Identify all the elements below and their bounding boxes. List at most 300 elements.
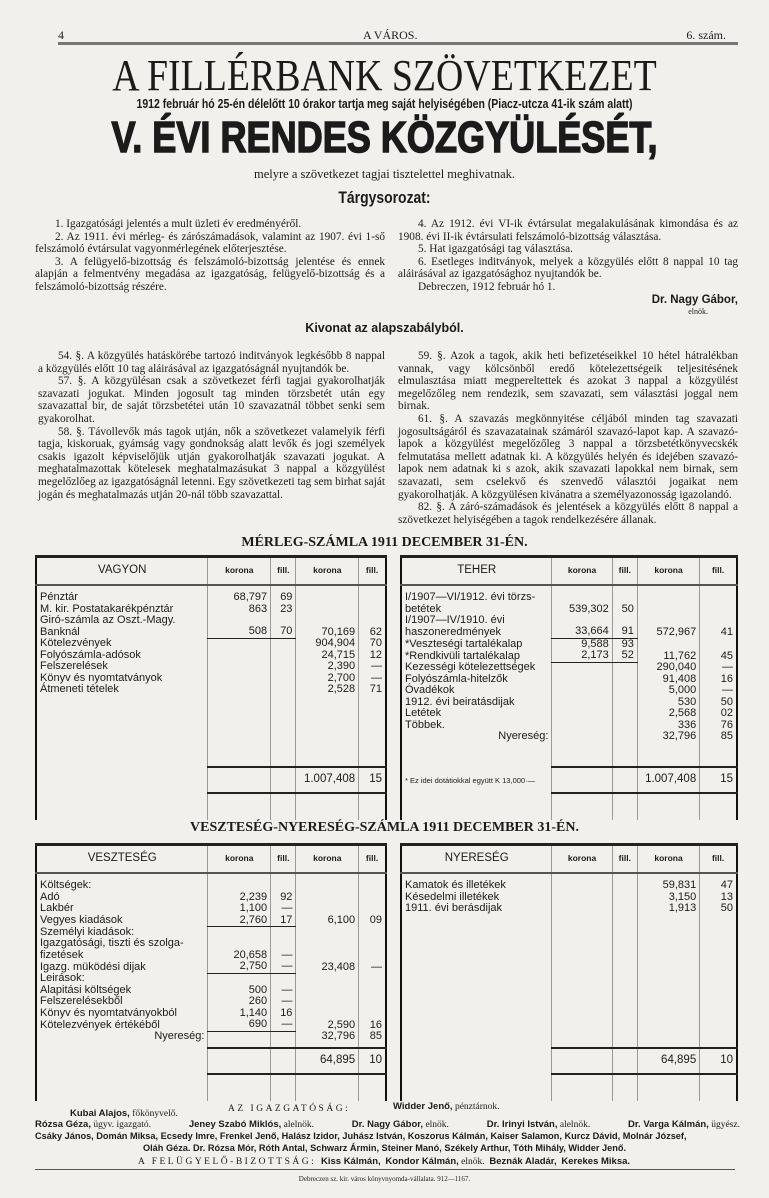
empty-cell — [552, 1048, 612, 1074]
korona-value — [552, 731, 612, 743]
row-label: I/1907—IV/1910. évi haszoneredmények — [401, 615, 552, 638]
agenda-item: 1. Igazgatósági jelentés a mult üzleti év eredményéről. — [55, 218, 302, 230]
korona-value: 500 — [208, 985, 271, 997]
row-label: Alapitási költségek — [36, 985, 208, 997]
agenda-heading: Tárgysorozat: — [338, 188, 431, 207]
statute-paragraph: 61. §. A szavazás megkönnyitése céljából minden tag szavazati jogosultságáról és szavazatainak számáról szavazó-lapot kap. A szavazó-lapok a közgyülést megelőzőleg 3 nappal a törzsbetétkönyvecskék felmutatása mellett adatnak ki. A közgyülés helyén és idejében szavazó-lapok nem adatnak ki s azok, akik szavazati lapokkal nem birnak, sem szavazati, sem cselekvő és szenvedő választói jogaikat nem gyakorolhatják. A közgyülésen kivánatra a személyazonosság igazolandó. — [398, 412, 738, 501]
row-label: Személyi kiadások: — [36, 927, 208, 939]
korona-total: 2,700 — [296, 673, 359, 685]
fill-value: — — [271, 903, 296, 915]
row-label: Adó — [36, 892, 208, 904]
row-label: Óvadékok — [401, 685, 552, 697]
row-label: Könyv és nyomtatványokból — [36, 1008, 208, 1020]
table-row — [36, 615, 386, 638]
korona-value — [552, 720, 612, 732]
col-korona: korona — [552, 557, 612, 586]
fill-total: — — [700, 685, 737, 697]
total-fill: 10 — [359, 1048, 386, 1074]
loss-table — [35, 843, 387, 1101]
agenda-left-column — [35, 218, 385, 294]
spacer-row — [401, 743, 737, 768]
korona-total: 572,967 — [637, 615, 699, 638]
cashier — [393, 1101, 500, 1112]
korona-total: 530 — [637, 697, 699, 709]
row-label: Igazg. müködési dijak — [36, 961, 208, 973]
table-row — [36, 585, 386, 604]
fill-total: 62 — [359, 615, 386, 638]
korona-value — [208, 973, 271, 985]
korona-value: 863 — [208, 604, 271, 616]
row-label: Átmeneti tételek — [36, 684, 208, 696]
korona-total — [296, 903, 359, 915]
fill-total — [359, 985, 386, 997]
korona-total — [296, 985, 359, 997]
empty-cell — [208, 1074, 271, 1101]
officer: Rózsa Géza, ügyv. igazgató. — [35, 1119, 152, 1130]
col-korona: korona — [552, 845, 612, 874]
table-row — [36, 638, 386, 650]
fill-value — [612, 892, 637, 904]
korona-total: 32,796 — [296, 1031, 359, 1043]
korona-value — [208, 638, 271, 650]
row-label: Pénztár — [36, 585, 208, 604]
empty-cell — [700, 1074, 737, 1101]
korona-total: 2,528 — [296, 684, 359, 696]
table-row — [401, 731, 737, 743]
row-label: I/1907—VI/1912. évi törzs-betétek — [401, 585, 552, 615]
fill-value: 92 — [271, 892, 296, 904]
empty-cell — [612, 1048, 637, 1074]
fill-value — [271, 661, 296, 673]
row-label: Késedelmi illetékek — [401, 892, 552, 904]
empty-cell — [552, 767, 612, 793]
row-label: Nyereség: — [401, 731, 552, 743]
empty-cell — [296, 793, 359, 820]
table-title: TEHER — [401, 557, 552, 586]
fill-value — [271, 927, 296, 939]
table-row — [401, 903, 737, 915]
fill-value — [612, 720, 637, 732]
fill-total — [359, 927, 386, 939]
row-label: Leirások: — [36, 973, 208, 985]
total-row — [36, 767, 386, 793]
korona-value — [208, 673, 271, 685]
row-label: Folyószámla-hitelzők — [401, 674, 552, 686]
korona-value: 33,664 — [552, 615, 612, 638]
empty-cell — [271, 1048, 296, 1074]
fill-total: 02 — [700, 708, 737, 720]
bottom-row — [36, 793, 386, 820]
korona-total: 5,000 — [637, 685, 699, 697]
table-row — [36, 892, 386, 904]
bottom-row — [401, 1074, 737, 1101]
printer-line: Debreczen sz. kir. város könyvnyomda-vállalata. 912—1167. — [298, 1175, 471, 1183]
officer: Jeney Szabó Miklós, alelnök. — [188, 1119, 314, 1130]
table-row — [401, 685, 737, 697]
korona-value — [552, 685, 612, 697]
col-fill: fill. — [612, 557, 637, 586]
officer: Dr. Nagy Gábor, elnök. — [351, 1119, 449, 1130]
bookkeeper — [70, 1108, 178, 1119]
total-korona: 1.007,408 — [637, 767, 699, 793]
korona-total: 23,408 — [296, 961, 359, 973]
board-heading: AZ IGAZGATÓSÁG: — [228, 1104, 351, 1114]
empty-cell — [612, 915, 637, 1049]
row-label: Igazgatósági, tiszti és szolga-fizetések — [36, 938, 208, 961]
fill-total: 47 — [700, 873, 737, 892]
empty-cell — [359, 793, 386, 820]
fill-value: 16 — [271, 1008, 296, 1020]
fill-total: — — [359, 661, 386, 673]
meeting-details: 1912 február hó 25-én délelőtt 10 órakor tartja meg saját helyiségében (Piacz-utcza 41-ik szám alatt) — [136, 97, 633, 111]
korona-value — [552, 903, 612, 915]
col-fill: fill. — [700, 845, 737, 874]
table-row — [401, 708, 737, 720]
agenda-item: 5. Hat igazgatósági tag választása. — [418, 243, 573, 256]
profit-loss-heading: VESZTESÉG-NYERESÉG-SZÁMLA 1911 DECEMBER 31-ÉN. — [190, 820, 579, 835]
total-fill: 15 — [700, 767, 737, 793]
korona-total: 904,904 — [296, 638, 359, 650]
row-label: *Rendkivüli tartalékalap — [401, 650, 552, 662]
korona-total: 11,762 — [637, 650, 699, 662]
fill-total — [700, 585, 737, 615]
korona-value: 508 — [208, 615, 271, 638]
empty-cell — [700, 793, 737, 820]
row-label: Költségek: — [36, 873, 208, 892]
empty-cell — [36, 696, 208, 768]
empty-cell — [612, 767, 637, 793]
fill-value: — — [271, 985, 296, 997]
korona-value — [208, 650, 271, 662]
board-officers — [35, 1119, 740, 1130]
korona-total: 2,568 — [637, 708, 699, 720]
fill-total — [359, 973, 386, 985]
row-label: Letétek — [401, 708, 552, 720]
row-label: 1911. évi berásdijak — [401, 903, 552, 915]
fill-total: 85 — [359, 1031, 386, 1043]
korona-value — [552, 662, 612, 674]
bookkeeper-name: Kubai Alajos, — [70, 1108, 130, 1119]
table-row — [36, 961, 386, 973]
row-label: Többek. — [401, 720, 552, 732]
empty-cell — [271, 696, 296, 768]
korona-value: 68,797 — [208, 585, 271, 604]
fill-total: 71 — [359, 684, 386, 696]
total-row — [36, 1048, 386, 1074]
fill-total: 50 — [700, 697, 737, 709]
bottom-row — [401, 793, 737, 820]
fill-value: 69 — [271, 585, 296, 604]
empty-cell — [637, 915, 699, 1049]
korona-value: 260 — [208, 996, 271, 1008]
table-row — [401, 585, 737, 615]
korona-value — [552, 708, 612, 720]
table-row — [401, 638, 737, 650]
empty-cell — [271, 793, 296, 820]
fill-value: 93 — [612, 638, 637, 650]
fill-total: 76 — [700, 720, 737, 732]
fill-total: 12 — [359, 650, 386, 662]
col-fill: fill. — [271, 557, 296, 586]
fill-value: — — [271, 996, 296, 1008]
fill-value — [612, 731, 637, 743]
korona-total: 336 — [637, 720, 699, 732]
profit-table — [400, 843, 738, 1101]
fill-value — [612, 674, 637, 686]
invitation-text: melyre a szövetkezet tagjai tisztelettel meghivatnak. — [254, 167, 515, 181]
table-row — [36, 996, 386, 1008]
fill-total: 85 — [700, 731, 737, 743]
empty-cell — [296, 1074, 359, 1101]
footer-divider — [35, 1169, 735, 1170]
korona-total: 3,150 — [637, 892, 699, 904]
fill-value — [612, 903, 637, 915]
table-row — [36, 684, 386, 696]
korona-total — [296, 938, 359, 961]
empty-cell — [552, 743, 612, 768]
spacer-row — [401, 915, 737, 1049]
fill-value — [612, 697, 637, 709]
korona-value — [552, 873, 612, 892]
korona-value: 690 — [208, 1019, 271, 1031]
row-label: Giró-számla az Oszt.-Magy. Banknál — [36, 615, 208, 638]
fill-total — [359, 873, 386, 892]
statutes-left-column — [38, 350, 385, 501]
total-fill: 10 — [700, 1048, 737, 1074]
korona-total — [296, 604, 359, 616]
col-korona: korona — [637, 845, 699, 874]
footnote — [36, 1048, 208, 1074]
row-label: 1912. évi beiratásdijak — [401, 697, 552, 709]
fill-value — [612, 708, 637, 720]
fill-value — [612, 873, 637, 892]
korona-value: 20,658 — [208, 938, 271, 961]
table-row — [36, 873, 386, 892]
korona-total — [296, 585, 359, 604]
statutes-heading: Kivonat az alapszabályból. — [305, 321, 464, 335]
row-label: Kötelezvények értékéből — [36, 1019, 208, 1031]
korona-total: 2,390 — [296, 661, 359, 673]
total-korona: 1.007,408 — [296, 767, 359, 793]
fill-total: 16 — [359, 1019, 386, 1031]
empty-cell — [401, 743, 552, 768]
total-fill: 15 — [359, 767, 386, 793]
page-number: 4 — [58, 28, 64, 42]
empty-cell — [637, 793, 699, 820]
col-korona: korona — [296, 845, 359, 874]
korona-value: 539,302 — [552, 585, 612, 615]
statute-paragraph: 82. §. A záró-számadások és jelentések a közgyülés előtt 8 nappal a szövetkezet helyiségében a tagok rendelkezésére állanak. — [398, 501, 738, 526]
table-row — [401, 615, 737, 638]
table-row — [36, 938, 386, 961]
fill-total — [359, 938, 386, 961]
bookkeeper-role: főkönyvelő. — [132, 1109, 178, 1119]
table-title: VESZTESÉG — [36, 845, 208, 874]
fill-total — [359, 903, 386, 915]
korona-value — [552, 697, 612, 709]
officer: Dr. Irinyi István, alelnök. — [486, 1119, 591, 1130]
table-row — [401, 662, 737, 674]
fill-value: 50 — [612, 585, 637, 615]
fill-value: 70 — [271, 615, 296, 638]
korona-total — [296, 873, 359, 892]
statute-paragraph: 59. §. Azok a tagok, akik heti befizetéseikkel 10 hétel hátralékban vannak, vagy kölcsönből eredő kötelezettségeik teljesitésének elmulasztása miatt megpereltettek és azokat 3 nappal a közgyülést megelőzőleg nem rendezik, sem szavazati, sem választási joggal nem birnak. — [398, 350, 738, 413]
fill-value — [271, 638, 296, 650]
fill-value: 17 — [271, 915, 296, 927]
fill-total: 70 — [359, 638, 386, 650]
supervisory-heading: A FELÜGYELŐ-BIZOTTSÁG: — [138, 1157, 317, 1167]
supervisory-board: A FELÜGYELŐ-BIZOTTSÁG: Kiss Kálmán, Kondor Kálmán, elnök. Beznák Aladár, Kerekes Miksa. — [138, 1156, 631, 1167]
bottom-row — [36, 1074, 386, 1101]
fill-value — [271, 684, 296, 696]
empty-cell — [401, 915, 552, 1049]
row-label: Könyv és nyomtatványok — [36, 673, 208, 685]
fill-total — [359, 604, 386, 616]
table-row — [36, 973, 386, 985]
row-label: Nyereség: — [36, 1031, 208, 1043]
empty-cell — [612, 1074, 637, 1101]
table-row — [401, 873, 737, 892]
fill-value — [271, 873, 296, 892]
row-label: Vegyes kiadások — [36, 915, 208, 927]
statutes-right-column — [398, 350, 738, 526]
korona-value — [208, 684, 271, 696]
col-fill: fill. — [359, 845, 386, 874]
korona-value: 1,100 — [208, 903, 271, 915]
korona-total — [296, 973, 359, 985]
korona-total: 59,831 — [637, 873, 699, 892]
fill-total: — — [700, 662, 737, 674]
fill-value — [271, 973, 296, 985]
total-row — [401, 767, 737, 793]
korona-total — [637, 638, 699, 650]
total-korona: 64,895 — [296, 1048, 359, 1074]
statute-paragraph: 54. §. A közgyülés hatáskörébe tartozó inditványok legkésőbb 8 nappal a közgyülés előtt 10 tag aláirásával az igazgatóságnál nyujtandók be. — [38, 350, 385, 375]
fill-value — [271, 1031, 296, 1043]
korona-value: 2,750 — [208, 961, 271, 973]
korona-value: 2,760 — [208, 915, 271, 927]
col-fill: fill. — [700, 557, 737, 586]
fill-value: — — [271, 938, 296, 961]
empty-cell — [552, 915, 612, 1049]
announcement-title: A FILLÉRBANK SZÖVETKEZET — [112, 51, 657, 100]
fill-value: — — [271, 1019, 296, 1031]
empty-cell — [296, 696, 359, 768]
korona-value — [208, 661, 271, 673]
row-label: Kötelezvények — [36, 638, 208, 650]
empty-cell — [36, 793, 208, 820]
table-row — [36, 661, 386, 673]
table-row — [36, 903, 386, 915]
agenda-right-column — [398, 218, 738, 319]
empty-cell — [359, 696, 386, 768]
fill-total: — — [359, 961, 386, 973]
fill-value: 91 — [612, 615, 637, 638]
korona-value: 1,140 — [208, 1008, 271, 1020]
board-members-line2: Oláh Géza. Dr. Rózsa Mór, Róth Antal, Schwarz Ármin, Steiner Manó, Székely Arthur, Tóth Mihály, Widder Jenő. — [142, 1143, 627, 1153]
empty-cell — [612, 793, 637, 820]
empty-cell — [208, 793, 271, 820]
korona-total: 290,040 — [637, 662, 699, 674]
signature-role: elnök. — [688, 307, 708, 317]
fill-total: 45 — [700, 650, 737, 662]
total-row — [401, 1048, 737, 1074]
empty-cell — [271, 767, 296, 793]
signature: Dr. Nagy Gábor, — [651, 293, 738, 306]
col-korona: korona — [208, 557, 271, 586]
empty-cell — [612, 743, 637, 768]
row-label: Felszerelésekből — [36, 996, 208, 1008]
korona-value: 9,588 — [552, 638, 612, 650]
empty-cell — [271, 1074, 296, 1101]
korona-value: 2,239 — [208, 892, 271, 904]
table-row — [36, 915, 386, 927]
korona-total — [296, 927, 359, 939]
fill-total: — — [359, 673, 386, 685]
empty-cell — [401, 793, 552, 820]
korona-value — [552, 892, 612, 904]
fill-total: 13 — [700, 892, 737, 904]
korona-total: 32,796 — [637, 731, 699, 743]
empty-cell — [208, 696, 271, 768]
agenda-item: 2. Az 1911. évi mérleg- és zárószámadások, valamint az 1907. évi 1-ső felszámoló évtársulat vagyonmérlegének előterjesztése. — [35, 230, 385, 256]
cashier-name: Widder Jenő, — [393, 1101, 453, 1112]
footnote — [401, 1048, 552, 1074]
korona-total — [637, 585, 699, 615]
korona-value — [208, 1031, 271, 1043]
date-line: Debreczen, 1912 február hó 1. — [418, 280, 556, 293]
col-korona: korona — [208, 845, 271, 874]
footnote — [36, 767, 208, 793]
fill-value: — — [271, 961, 296, 973]
korona-value: 2,173 — [552, 650, 612, 662]
liabilities-table — [400, 555, 738, 820]
table-row — [36, 1008, 386, 1020]
fill-value — [612, 662, 637, 674]
fill-value — [271, 650, 296, 662]
table-row — [36, 1031, 386, 1043]
korona-value — [208, 927, 271, 939]
empty-cell — [700, 915, 737, 1049]
row-label: M. kir. Postatakarékpénztár — [36, 604, 208, 616]
row-label: Lakbér — [36, 903, 208, 915]
empty-cell — [552, 793, 612, 820]
korona-total — [296, 892, 359, 904]
empty-cell — [401, 1074, 552, 1101]
agenda-item: 4. Az 1912. évi VI-ik évtársulat megalakulásának kimondása és az 1908. évi II-ik évtársulati felszámoló-bizottság választása. — [398, 218, 738, 243]
board-members-line1: Csáky János, Domán Miksa, Ecsedy Imre, Frenkel Jenő, Halász Izidor, Juhász István, Koszorus Kálmán, Kaiser Salamon, Kurcz Dávid, Molnár József, — [35, 1131, 687, 1141]
statute-paragraph: 57. §. A közgyülésan csak a szövetkezet férfi tagjai gyakorolhatják szavazati jogukat. Minden jogosult tag minden törzsbetét után egy szavazattal bir, de saját törzsbetétei után 10 szavazatnál többet senki sem gyakorolhat. — [38, 375, 385, 425]
empty-cell — [208, 767, 271, 793]
fill-total — [700, 638, 737, 650]
fill-total — [359, 585, 386, 604]
korona-total: 70,169 — [296, 615, 359, 638]
fill-total: 50 — [700, 903, 737, 915]
korona-total — [296, 996, 359, 1008]
korona-total: 6,100 — [296, 915, 359, 927]
korona-total — [296, 1008, 359, 1020]
empty-cell — [36, 1074, 208, 1101]
table-title: NYERESÉG — [401, 845, 552, 874]
balance-sheet-heading: MÉRLEG-SZÁMLA 1911 DECEMBER 31-ÉN. — [241, 535, 528, 550]
paper-name: A VÁROS. — [363, 28, 418, 42]
footnote: * Ez idei dotátiokkal együtt K 13,000·— — [401, 767, 552, 793]
fill-total: 41 — [700, 615, 737, 638]
agenda-item: 6. Esetleges inditványok, melyek a közgyülés előtt 8 nappal 10 tag aláirásával az igazgatósághoz nyujtandók be. — [398, 255, 738, 281]
korona-value — [552, 674, 612, 686]
page-header — [58, 28, 738, 45]
row-label: Felszerelések — [36, 661, 208, 673]
